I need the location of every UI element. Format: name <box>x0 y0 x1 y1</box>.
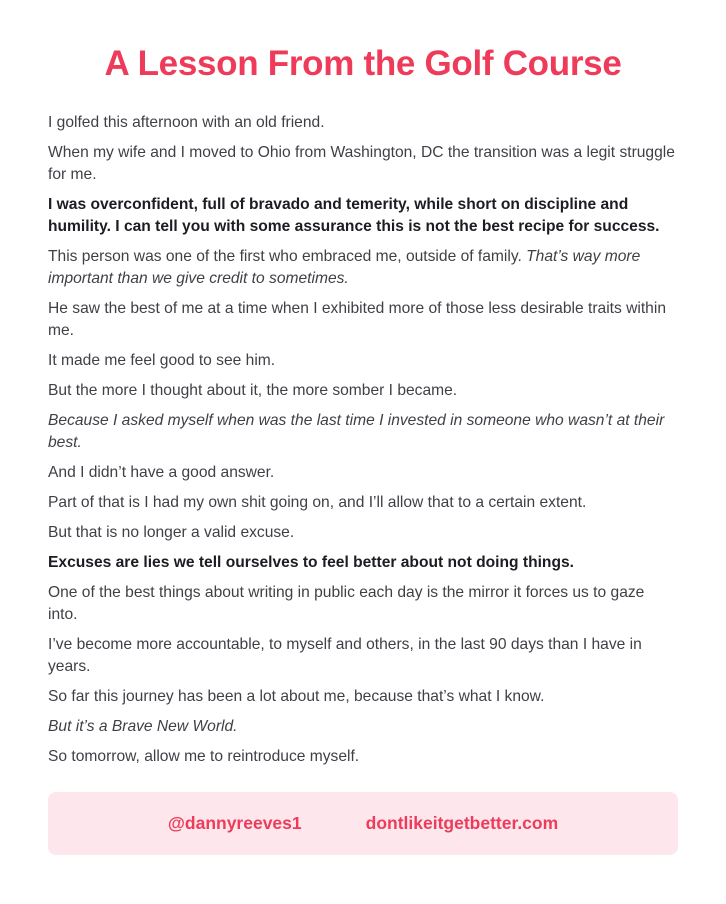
twitter-handle-link[interactable]: @dannyreeves1 <box>167 813 302 833</box>
footer-banner <box>48 792 678 855</box>
page-title: A Lesson From the Golf Course <box>104 44 622 83</box>
paragraph: It made me feel good to see him. <box>48 352 276 369</box>
paragraph: Part of that is I had my own shit going on, and I’ll allow that to a certain extent. <box>48 494 587 511</box>
paragraph: So tomorrow, allow me to reintroduce myself. <box>48 748 360 765</box>
paragraph: But the more I thought about it, the more somber I became. <box>48 382 458 399</box>
paragraph: I’ve become more accountable, to myself and others, in the last 90 days than I have in years. <box>48 636 642 675</box>
paragraph-bold: I was overconfident, full of bravado and temerity, while short on discipline and humility. I can tell you with some assurance this is not the best recipe for success. <box>48 196 660 235</box>
website-link[interactable]: dontlikeitgetbetter.com <box>365 813 559 833</box>
article-body <box>48 112 678 776</box>
paragraph: He saw the best of me at a time when I exhibited more of those less desirable traits within me. <box>48 300 666 339</box>
paragraph: One of the best things about writing in public each day is the mirror it forces us to gaze into. <box>48 584 645 623</box>
paragraph-bold: Excuses are lies we tell ourselves to feel better about not doing things. <box>48 554 574 571</box>
paragraph: This person was one of the first who embraced me, outside of family. That’s way more important than we give credit to sometimes. <box>48 248 641 287</box>
paragraph: I golfed this afternoon with an old friend. <box>48 114 325 131</box>
paragraph: But that is no longer a valid excuse. <box>48 524 295 541</box>
paragraph: So far this journey has been a lot about me, because that’s what I know. <box>48 688 545 705</box>
paragraph: When my wife and I moved to Ohio from Washington, DC the transition was a legit struggle for me. <box>48 144 675 183</box>
paragraph-italic: But it’s a Brave New World. <box>48 718 238 735</box>
paragraph: And I didn’t have a good answer. <box>48 464 275 481</box>
paragraph-italic: Because I asked myself when was the last time I invested in someone who wasn’t at their best. <box>48 412 665 451</box>
